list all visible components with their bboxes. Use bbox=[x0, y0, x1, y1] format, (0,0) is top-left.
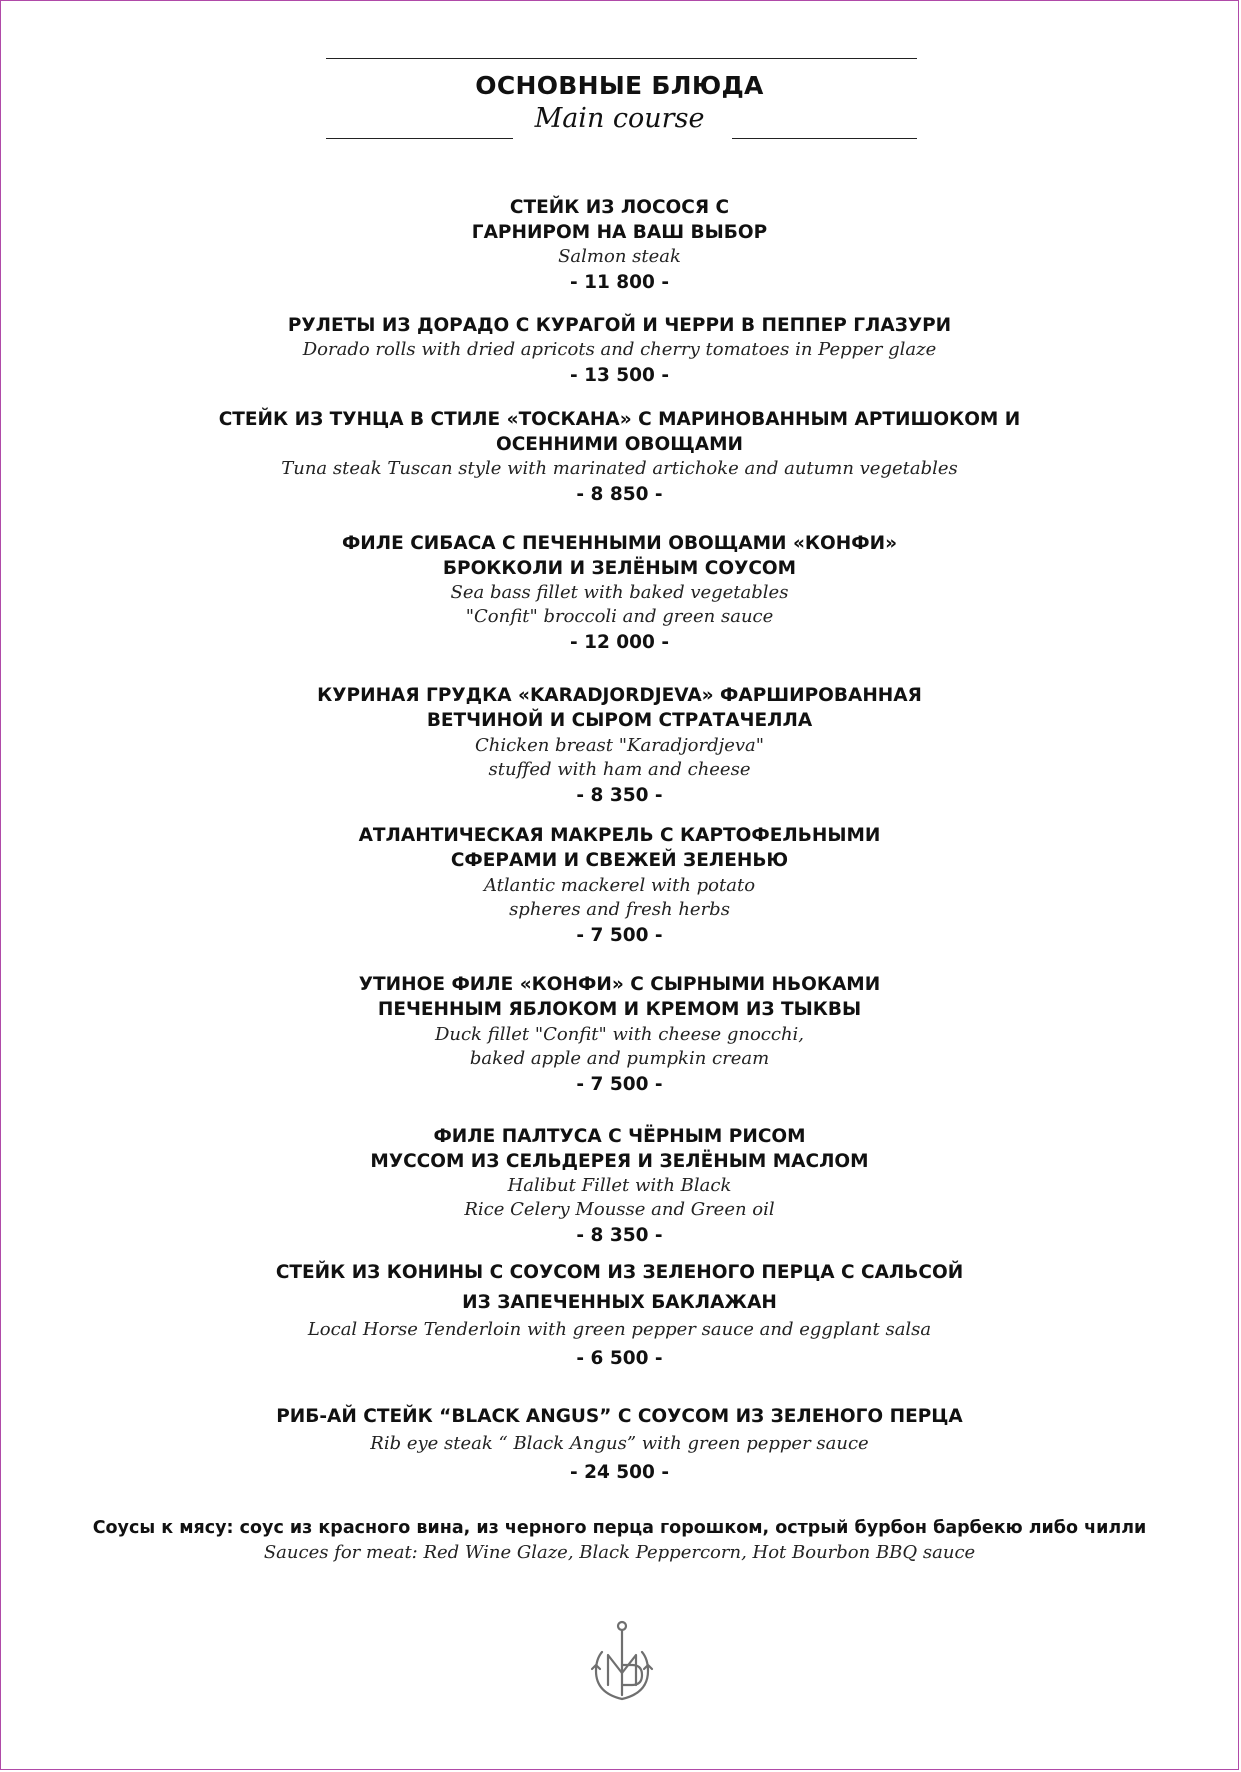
dish-6-description-line-1: Atlantic mackerel with potato bbox=[483, 875, 756, 896]
dish-9-description: Local Horse Tenderloin with green pepper sauce and eggplant salsa bbox=[307, 1319, 932, 1340]
header-left-rule bbox=[326, 138, 513, 139]
dish-5-description-line-1: Chicken breast "Karadjordjeva" bbox=[474, 735, 765, 756]
sauces-note: Соусы к мясу: соус из красного вина, из черного перца горошком, острый бурбон барбекю либо чилли bbox=[92, 1518, 1147, 1538]
dish-7-name-line-2: ПЕЧЕННЫМ ЯБЛОКОМ И КРЕМОМ ИЗ ТЫКВЫ bbox=[377, 999, 862, 1020]
dish-1-name-line-1: СТЕЙК ИЗ ЛОСОСЯ С bbox=[509, 197, 730, 218]
dish-8-description-line-1: Halibut Fillet with Black bbox=[507, 1175, 732, 1196]
dish-9-name-line-2: ИЗ ЗАПЕЧЕННЫХ БАКЛАЖАН bbox=[462, 1292, 777, 1313]
dish-6-name-line-2: СФЕРАМИ И СВЕЖЕЙ ЗЕЛЕНЬЮ bbox=[450, 850, 789, 871]
dish-5-name-line-1: КУРИНАЯ ГРУДКА «KARADJORDJEVA» ФАРШИРОВАННАЯ bbox=[317, 685, 922, 706]
dish-4-name-line-2: БРОККОЛИ И ЗЕЛЁНЫМ СОУСОМ bbox=[442, 558, 797, 579]
dish-2-price: - 13 500 - bbox=[569, 365, 670, 386]
dish-3-name-line-2: ОСЕННИМИ ОВОЩАМИ bbox=[495, 434, 743, 455]
header-top-rule bbox=[326, 58, 917, 59]
dish-8-name-line-1: ФИЛЕ ПАЛТУСА С ЧЁРНЫМ РИСОМ bbox=[433, 1126, 806, 1147]
dish-6-name-line-1: АТЛАНТИЧЕСКАЯ МАКРЕЛЬ С КАРТОФЕЛЬНЫМИ bbox=[358, 825, 881, 846]
dish-3-description: Tuna steak Tuscan style with marinated artichoke and autumn vegetables bbox=[281, 458, 958, 479]
dish-1-name-line-2: ГАРНИРОМ НА ВАШ ВЫБОР bbox=[471, 222, 768, 243]
dish-3-price: - 8 850 - bbox=[576, 484, 663, 505]
dish-9-price: - 6 500 - bbox=[576, 1348, 663, 1369]
dish-10-description: Rib eye steak “ Black Angus” with green pepper sauce bbox=[370, 1433, 869, 1454]
dish-5-name-line-2: ВЕТЧИНОЙ И СЫРОМ СТРАТАЧЕЛЛА bbox=[426, 710, 813, 731]
dish-6-description-line-2: spheres and fresh herbs bbox=[509, 899, 730, 920]
dish-4-name-line-1: ФИЛЕ СИБАСА С ПЕЧЕННЫМИ ОВОЩАМИ «КОНФИ» bbox=[341, 533, 898, 554]
dish-4-description-line-1: Sea bass fillet with baked vegetables bbox=[450, 582, 789, 603]
anchor-monogram-icon bbox=[582, 1619, 662, 1709]
header-right-rule bbox=[732, 138, 917, 139]
dish-4-description-line-2: "Confit" broccoli and green sauce bbox=[465, 606, 774, 627]
dish-5-description-line-2: stuffed with ham and cheese bbox=[488, 759, 751, 780]
dish-2-description: Dorado rolls with dried apricots and cherry tomatoes in Pepper glaze bbox=[302, 339, 937, 360]
dish-10-name-line-1: РИБ-АЙ СТЕЙК “BLACK ANGUS” С СОУСОМ ИЗ ЗЕЛЕНОГО ПЕРЦА bbox=[276, 1406, 963, 1427]
dish-1-description: Salmon steak bbox=[558, 246, 681, 267]
dish-9-name-line-1: СТЕЙК ИЗ КОНИНЫ С СОУСОМ ИЗ ЗЕЛЕНОГО ПЕРЦА С САЛЬСОЙ bbox=[275, 1262, 964, 1283]
dish-2-name-line-1: РУЛЕТЫ ИЗ ДОРАДО С КУРАГОЙ И ЧЕРРИ В ПЕППЕР ГЛАЗУРИ bbox=[287, 315, 952, 336]
dish-1-price: - 11 800 - bbox=[569, 272, 670, 293]
dish-3-name-line-1: СТЕЙК ИЗ ТУНЦА В СТИЛЕ «ТОСКАНА» С МАРИНОВАННЫМ АРТИШОКОМ И bbox=[218, 409, 1021, 430]
dish-4-price: - 12 000 - bbox=[569, 632, 670, 653]
dish-10-price: - 24 500 - bbox=[569, 1462, 670, 1483]
sauces-note-english: Sauces for meat: Red Wine Glaze, Black Peppercorn, Hot Bourbon BBQ sauce bbox=[263, 1542, 976, 1563]
dish-8-price: - 8 350 - bbox=[576, 1225, 663, 1246]
dish-7-price: - 7 500 - bbox=[576, 1074, 663, 1095]
dish-8-name-line-2: МУССОМ ИЗ СЕЛЬДЕРЕЯ И ЗЕЛЁНЫМ МАСЛОМ bbox=[370, 1151, 869, 1172]
page-title: ОСНОВНЫЕ БЛЮДА bbox=[475, 71, 764, 100]
dish-7-description-line-1: Duck fillet "Confit" with cheese gnocchi, bbox=[434, 1024, 805, 1045]
dish-8-description-line-2: Rice Celery Mousse and Green oil bbox=[464, 1199, 775, 1220]
dish-5-price: - 8 350 - bbox=[576, 785, 663, 806]
dish-6-price: - 7 500 - bbox=[576, 925, 663, 946]
page-subtitle: Main course bbox=[534, 103, 705, 134]
dish-7-name-line-1: УТИНОЕ ФИЛЕ «КОНФИ» С СЫРНЫМИ НЬОКАМИ bbox=[358, 974, 881, 995]
dish-7-description-line-2: baked apple and pumpkin cream bbox=[469, 1048, 770, 1069]
